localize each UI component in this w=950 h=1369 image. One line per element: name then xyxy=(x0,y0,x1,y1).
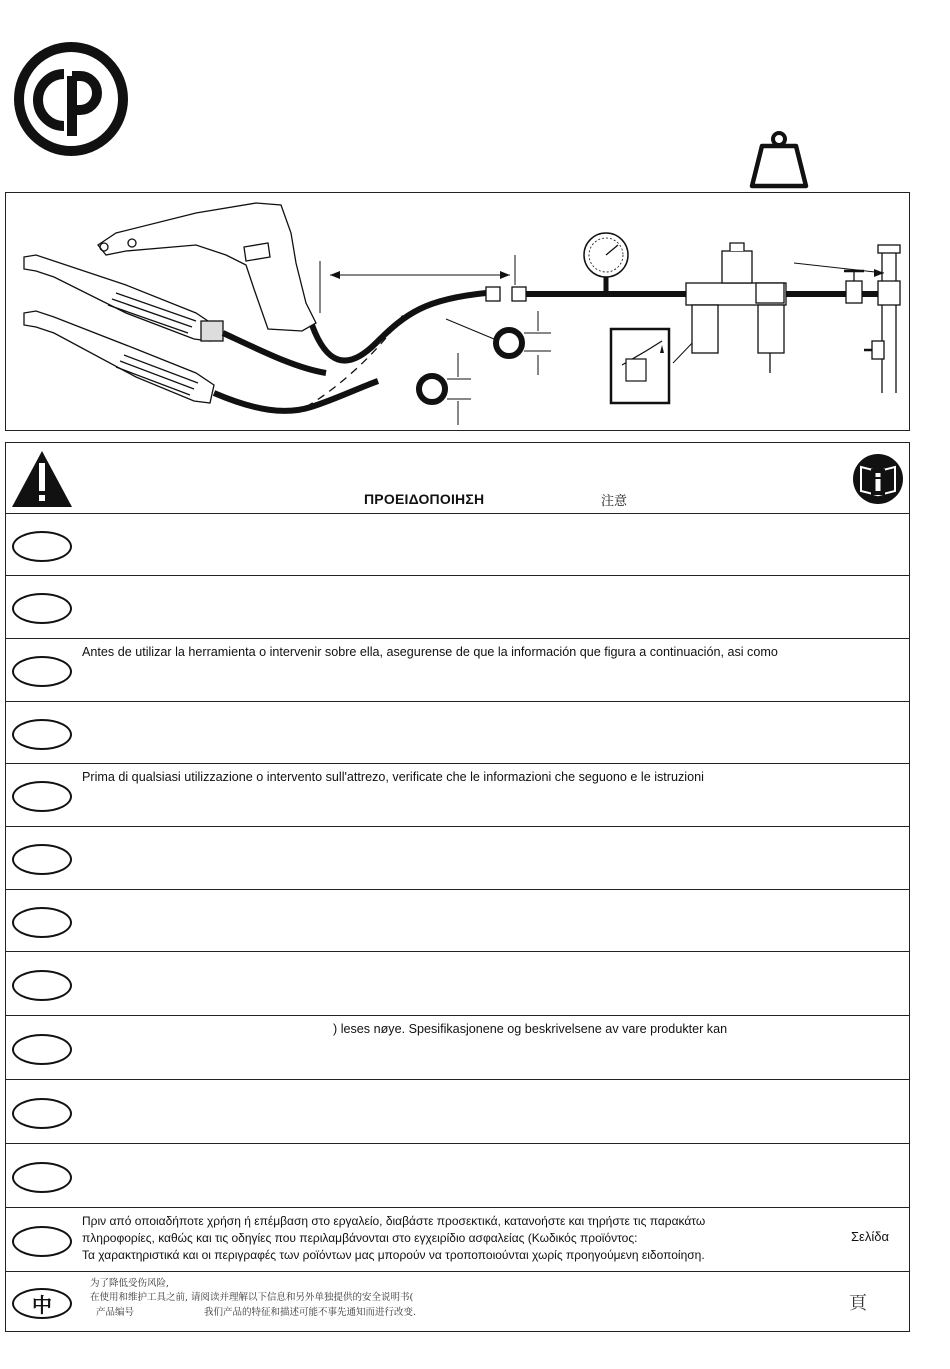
language-code-oval xyxy=(12,1162,72,1193)
warning-text: Antes de utilizar la herramienta o intervenir sobre ella, asegurense de que la información que figura a continuación, asi como xyxy=(82,645,778,659)
language-code-oval: 中 xyxy=(12,1288,72,1319)
warning-text-line3: Τα χαρακτηριστικά και οι περιγραφές των ροϊόντων μας μπορούν να τροποποιούνται χωρίς προηγούμενη ειδοποίηση. xyxy=(82,1248,705,1262)
language-row xyxy=(6,826,909,890)
language-row xyxy=(6,763,909,827)
language-code-oval xyxy=(12,656,72,687)
language-code-oval xyxy=(12,907,72,938)
language-code-oval xyxy=(12,719,72,750)
language-code-oval xyxy=(12,1226,72,1257)
warning-text-line3_a: 产品编号 xyxy=(96,1307,135,1318)
warning-title-chinese: 注意 xyxy=(601,494,628,509)
warning-text: Prima di qualsiasi utilizzazione o intervento sull'attrezo, verificate che le informazioni che seguono e le istruzioni xyxy=(82,770,704,784)
language-row xyxy=(6,701,909,764)
warning-triangle-icon xyxy=(10,449,74,509)
info-book-icon xyxy=(852,453,904,505)
language-row xyxy=(6,1271,909,1331)
warning-text-line1: Πριν από οποιαδήποτε χρήση ή επέμβαση στο εργαλείο, διαβάστε προσεκτικά, κατανοήστε και τηρήστε τις παρακάτω xyxy=(82,1214,706,1228)
warning-header xyxy=(6,443,909,514)
page-label: Σελίδα xyxy=(851,1229,889,1244)
warning-text-line3_b: 我们产品的特征和描述可能不事先通知而进行改变. xyxy=(204,1307,417,1318)
language-code-oval xyxy=(12,844,72,875)
language-row xyxy=(6,1143,909,1208)
language-row xyxy=(6,1207,909,1272)
warning-text-line2: 在使用和维护工具之前, 请阅读并理解以下信息和另外单独提供的安全说明书( xyxy=(90,1292,414,1303)
warning-text-line2: πληροφορίες, καθώς και τις οδηγίες που περιλαμβάνονται στο εγχειρίδιο ασφαλείας (Κωδικός προϊόντος: xyxy=(82,1231,638,1245)
cp-logo xyxy=(12,40,130,158)
language-code-oval xyxy=(12,1098,72,1129)
filter-regulator-lubricator xyxy=(686,243,786,373)
language-row xyxy=(6,951,909,1016)
weight-icon xyxy=(748,130,810,190)
pistol-screwdriver xyxy=(98,203,486,361)
warning-text: ) leses nøye. Spesifikasjonene og beskrivelsene av vare produkter kan xyxy=(333,1022,728,1036)
language-code-oval xyxy=(12,970,72,1001)
multilingual-warning-table xyxy=(5,442,910,1332)
language-code-oval xyxy=(12,1034,72,1065)
language-code-oval xyxy=(12,593,72,624)
language-row xyxy=(6,638,909,702)
language-code-oval xyxy=(12,531,72,562)
language-row xyxy=(6,1015,909,1080)
page-label: 頁 xyxy=(849,1293,867,1314)
tool-installation-diagram xyxy=(5,192,910,431)
language-row xyxy=(6,1079,909,1144)
language-code-oval xyxy=(12,781,72,812)
language-row xyxy=(6,513,909,576)
warning-title-greek: ΠΡΟΕΙΔΟΠΟΙΗΣΗ xyxy=(364,491,485,507)
language-row xyxy=(6,889,909,952)
language-row xyxy=(6,575,909,639)
warning-text-line1: 为了降低受伤风险, xyxy=(90,1278,170,1289)
